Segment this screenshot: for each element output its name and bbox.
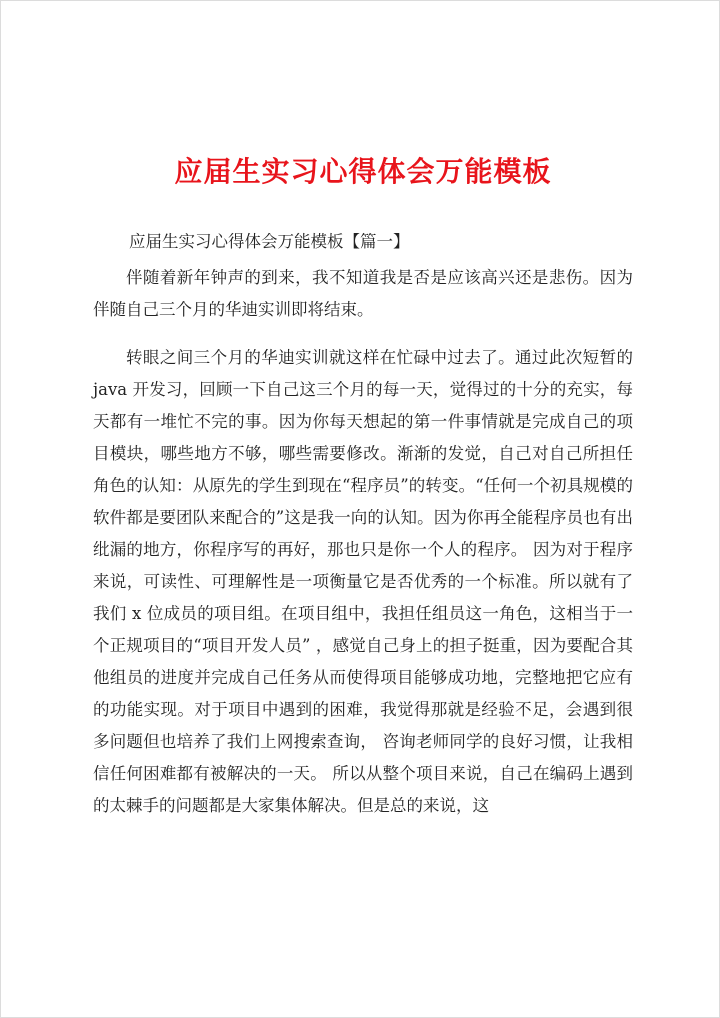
section-heading: 应届生实习心得体会万能模板【篇一】 — [129, 232, 410, 251]
paragraph-1: 伴随着新年钟声的到来，我不知道我是否是应该高兴还是悲伤。因为伴随自己三个月的华迪实训即将结束。 — [93, 268, 633, 319]
paragraph-2: 转眼之间三个月的华迪实训就这样在忙碌中过去了。通过此次短暂的 java 开发习，回顾一下自己这三个月的每一天，觉得过的十分的充实，每天都有一堆忙不完的事。因为你每天想起的第一件事情就是完成自己的项目模块，哪些地方不够，哪些需要修改。渐渐的发觉，自己对自己所担任角色的认知：从原先的学生到现在“程序员”的转变。“任何一个初具规模的软件都是要团队来配合的”这是我一向的认知。因为你再全能程序员也有出纰漏的地方，你程序写的再好，那也只是你一个人的程序。 因为对于程序来说，可读性、可理解性是一项衡量它是否优秀的一个标准。所以就有了我们 x 位成员的项目组。在项目组中，我担任组员这一角色，这相当于一个正规项目的“项目开发人员” ，感觉自己身上的担子挺重，因为要配合其他组员的进度并完成自己任务从而使得项目能够成功地，完整地把它应有的功能实现。对于项目中遇到的困难，我觉得那就是经验不足，会遇到很多问题但也培养了我们上网搜索查询， 咨询老师同学的良好习惯，让我相信任何困难都有被解决的一天。 所以从整个项目来说，自己在编码上遇到的太棘手的问题都是大家集体解决。但是总的来说，这 — [93, 348, 633, 815]
document-title: 应届生实习心得体会万能模板 — [174, 155, 552, 188]
document-body — [93, 150, 633, 838]
